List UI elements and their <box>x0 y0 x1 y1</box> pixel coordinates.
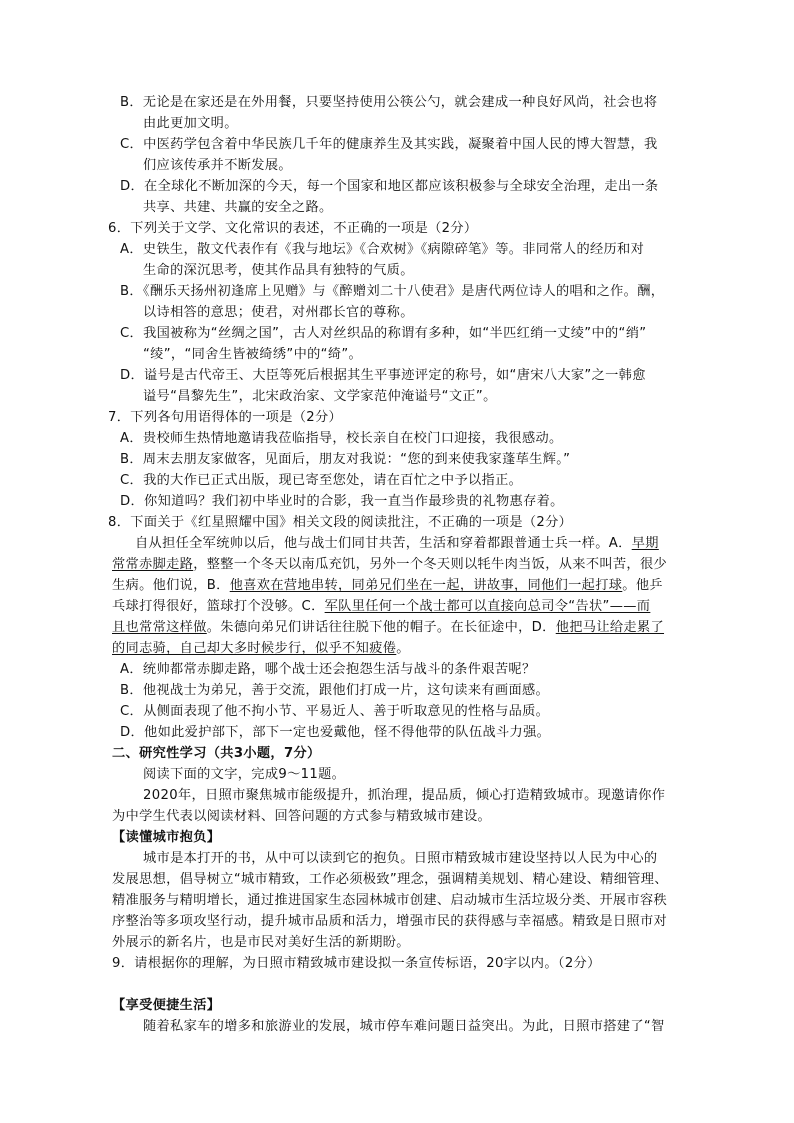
q6-option-c: C．我国被称为“丝绸之国”，古人对丝织品的称谓有多种，如“半匹红绡一丈绫”中的“绡” <box>120 326 647 341</box>
q6-option-d-cont: 谥号“昌黎先生”，北宋政治家、文学家范仲淹谥号“文正”。 <box>143 389 497 404</box>
q7-option-a: A．贵校师生热情地邀请我莅临指导，校长亲自在校门口迎接，我很感动。 <box>120 431 563 446</box>
intro-line-1: 2020年，日照市聚焦城市能级提升，抓治理，提品质，倾心打造精致城市。现邀请你作 <box>143 788 666 803</box>
para1-line-2: 发展思想，倡导树立“城市精致，工作必须极致”理念，强调精美规划、精心建设、精细管理、 <box>112 872 668 887</box>
q8-passage-line-1: 自从担任全军统帅以后，他与战士们同甘共苦，生活和穿着都跟普通士兵一样。A．早期 <box>135 536 659 551</box>
q8-passage-line-6: 的同志骑，自己却大多时候步行，似乎不知疲倦。 <box>112 641 410 656</box>
q5-option-d: D．在全球化不断加深的今天，每一个国家和地区都应该积极参与全球安全治理，走出一条 <box>120 179 659 194</box>
q6-option-b: B．《酬乐天扬州初逢席上见赠》与《醉赠刘二十八使君》是唐代两位诗人的唱和之作。酬， <box>120 284 665 299</box>
para2-line-1: 随着私家车的增多和旅游业的发展，城市停车难问题日益突出。为此，日照市搭建了“智 <box>143 1019 665 1034</box>
reading-instruction: 阅读下面的文字，完成9～11题。 <box>143 767 346 782</box>
subheading-convenient-life: 【享受便捷生活】 <box>112 998 221 1013</box>
section-2-heading: 二、研究性学习（共3小题，7分） <box>112 746 321 761</box>
q6-option-a-cont: 生命的深沉思考，使其作品具有独特的气质。 <box>143 263 414 278</box>
q8-option-c: C．从侧面表现了他不拘小节、平易近人、善于听取意见的性格与品质。 <box>120 704 550 719</box>
subheading-city-ambition: 【读懂城市抱负】 <box>112 830 221 845</box>
q6-option-d: D．谥号是古代帝王、大臣等死后根据其生平事迹评定的称号，如“唐宋八大家”之一韩愈 <box>120 368 646 383</box>
para1-line-5: 外展示的新名片，也是市民对美好生活的新期盼。 <box>112 935 410 950</box>
q6-stem: 6．下列关于文学、文化常识的表述，不正确的一项是（2分） <box>108 221 478 236</box>
q8-option-d: D．他如此爱护部下，部下一定也爱戴他，怪不得他带的队伍战斗力强。 <box>120 725 551 740</box>
q9-stem: 9．请根据你的理解，为日照市精致城市建设拟一条宣传标语，20字以内。（2分） <box>112 956 601 971</box>
para1-line-1: 城市是本打开的书，从中可以读到它的抱负。日照市精致城市建设坚持以人民为中心的 <box>143 851 658 866</box>
q5-option-b-cont: 由此更加文明。 <box>143 116 238 131</box>
q8-passage-line-3: 生病。他们说，B．他喜欢在营地串转，同弟兄们坐在一起，讲故事，同他们一起打球。他乒 <box>112 578 663 593</box>
para1-line-3: 精准服务与精明增长，通过推进国家生态园林城市创建、启动城市生活垃圾分类、开展市容秩 <box>112 893 668 908</box>
q7-stem: 7．下列各句用语得体的一项是（2分） <box>108 410 343 425</box>
q8-passage-line-2: 常常赤脚走路，整整一个冬天以南瓜充饥，另外一个冬天则以牦牛肉当饭，从来不叫苦，很少 <box>112 557 668 572</box>
q7-option-c: C．我的大作已正式出版，现已寄至您处，请在百忙之中予以指正。 <box>120 473 523 488</box>
q6-option-a: A．史铁生，散文代表作有《我与地坛》《合欢树》《病隙碎笔》等。非同常人的经历和对 <box>120 242 645 257</box>
para1-line-4: 序整治等多项攻坚行动，提升城市品质和活力，增强市民的获得感与幸福感。精致是日照市对 <box>112 914 668 929</box>
q6-option-b-cont: 以诗相答的意思；使君，对州郡长官的尊称。 <box>143 305 414 320</box>
q5-option-c-cont: 们应该传承并不断发展。 <box>143 158 292 173</box>
q5-option-d-cont: 共享、共建、共赢的安全之路。 <box>143 200 333 215</box>
q8-passage-line-5: 且也常常这样做。朱德向弟兄们讲话往往脱下他的帽子。在长征途中，D．他把马让给走累了 <box>112 620 665 635</box>
intro-line-2: 为中学生代表以阅读材料、回答问题的方式参与精致城市建设。 <box>112 809 492 824</box>
q5-option-c: C．中医药学包含着中华民族几千年的健康养生及其实践，凝聚着中国人民的博大智慧，我 <box>120 137 658 152</box>
q7-option-d: D．你知道吗？我们初中毕业时的合影，我一直当作最珍贵的礼物惠存着。 <box>120 494 564 509</box>
q7-option-b: B．周末去朋友家做客，见面后，朋友对我说：“您的到来使我家蓬荜生辉。” <box>120 452 571 467</box>
q8-option-b: B．他视战士为弟兄，善于交流，跟他们打成一片，这句读来有画面感。 <box>120 683 550 698</box>
q5-option-b: B．无论是在家还是在外用餐，只要坚持使用公筷公勺，就会建成一种良好风尚，社会也将 <box>120 95 658 110</box>
q8-stem: 8．下面关于《红星照耀中国》相关文段的阅读批注，不正确的一项是（2分） <box>108 515 573 530</box>
q8-option-a: A．统帅都常赤脚走路，哪个战士还会抱怨生活与战斗的条件艰苦呢？ <box>120 662 536 677</box>
q8-passage-line-4: 乓球打得很好，篮球打个没够。C．军队里任何一个战士都可以直接向总司令“告状”——而 <box>112 599 651 614</box>
q6-option-c-cont: “绫”，“同舍生皆被绮绣”中的“绮”。 <box>143 347 363 362</box>
